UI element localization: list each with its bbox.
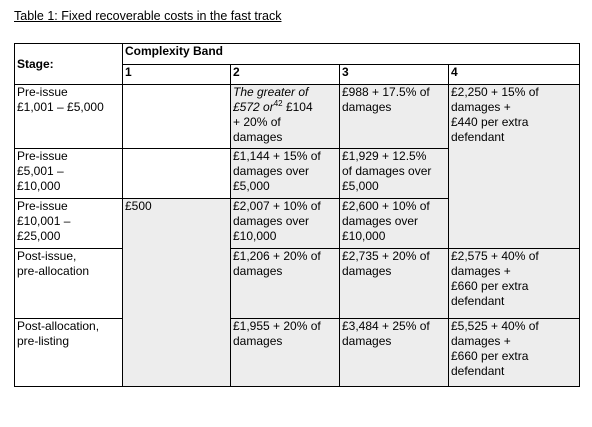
cost-line: damages over <box>342 214 419 228</box>
cost-line: damages over <box>233 214 310 228</box>
stage-line: Pre-issue <box>17 149 68 163</box>
cost-line: of damages over <box>342 164 432 178</box>
stage-line: £1,001 – £5,000 <box>17 100 104 114</box>
stage-line: pre-allocation <box>17 264 90 278</box>
cost-line: £5,000 <box>233 179 270 193</box>
band-4-cell <box>449 249 580 319</box>
cost-fragment: £104 <box>282 100 313 114</box>
stage-header: Stage: <box>15 44 123 85</box>
cost-line: defendant <box>451 130 505 144</box>
cost-line: £660 per extra <box>451 349 529 363</box>
cost-line: £660 per extra <box>451 279 529 293</box>
band-2-cell <box>231 199 340 249</box>
stage-line: £10,000 <box>17 179 61 193</box>
cost-line: £5,000 <box>342 179 379 193</box>
stage-line: £10,001 – <box>17 214 71 228</box>
cost-line: defendant <box>451 364 505 378</box>
stage-cell-pre-issue-small <box>15 85 123 149</box>
cost-line: damages + <box>451 100 511 114</box>
band-1-cell: £500 <box>123 199 231 387</box>
cost-line: damages + <box>451 334 511 348</box>
stage-line: pre-listing <box>17 334 70 348</box>
cost-line: £2,250 + 15% of <box>451 85 539 99</box>
band-3-cell <box>340 249 449 319</box>
stage-line: Post-issue, <box>17 249 77 263</box>
band-4-cell <box>449 319 580 387</box>
cost-line: + 20% of <box>233 115 281 129</box>
stage-cell-post-allocation <box>15 319 123 387</box>
cost-line: £440 per extra <box>451 115 529 129</box>
band-2-cell <box>231 249 340 319</box>
footnote-ref: 42 <box>273 99 283 108</box>
cost-line: £1,955 + 20% of <box>233 319 321 333</box>
cost-line: The greater of <box>233 85 309 99</box>
cost-line <box>233 100 337 115</box>
stage-line: Pre-issue <box>17 199 68 213</box>
band-1-header: 1 <box>123 65 231 85</box>
band-2-cell <box>231 149 340 199</box>
stage-cell-pre-issue-mid <box>15 149 123 199</box>
cost-line: £1,206 + 20% of <box>233 249 321 263</box>
band-4-cell <box>449 85 580 249</box>
stage-line: Pre-issue <box>17 85 68 99</box>
stage-line: £5,001 – <box>17 164 64 178</box>
stage-line: £25,000 <box>17 229 61 243</box>
cost-line: £2,735 + 20% of <box>342 249 430 263</box>
cost-line: damages <box>233 334 283 348</box>
band-1-cell <box>123 85 231 149</box>
cost-line: £10,000 <box>233 229 277 243</box>
cost-line: £2,007 + 10% of <box>233 199 321 213</box>
table-title: Table 1: Fixed recoverable costs in the fast track <box>14 9 282 23</box>
cost-line: damages <box>233 130 283 144</box>
cost-line: damages over <box>233 164 310 178</box>
cost-line: defendant <box>451 294 505 308</box>
band-3-cell <box>340 85 449 149</box>
cost-line: damages <box>233 264 283 278</box>
cost-line: £1,144 + 15% of <box>233 149 321 163</box>
band-2-cell <box>231 319 340 387</box>
cost-fragment: £572 or <box>233 100 274 114</box>
cost-line: £2,575 + 40% of <box>451 249 539 263</box>
band-3-cell <box>340 319 449 387</box>
cost-line: £3,484 + 25% of <box>342 319 430 333</box>
cost-line: £5,525 + 40% of <box>451 319 539 333</box>
complexity-band-header: Complexity Band <box>123 44 580 65</box>
stage-cell-post-issue <box>15 249 123 319</box>
band-4-header: 4 <box>449 65 580 85</box>
cost-line: damages <box>342 264 392 278</box>
cost-line: £988 + 17.5% of <box>342 85 430 99</box>
cost-line: damages + <box>451 264 511 278</box>
cost-line: £2,600 + 10% of <box>342 199 430 213</box>
band-1-cell <box>123 149 231 199</box>
fixed-costs-table <box>14 43 580 387</box>
stage-line: Post-allocation, <box>17 319 100 333</box>
cost-line: damages <box>342 100 392 114</box>
band-3-header: 3 <box>340 65 449 85</box>
cost-line: damages <box>342 334 392 348</box>
band-2-header: 2 <box>231 65 340 85</box>
stage-cell-pre-issue-large <box>15 199 123 249</box>
band-2-cell <box>231 85 340 149</box>
band-3-cell <box>340 199 449 249</box>
cost-line: £10,000 <box>342 229 386 243</box>
cost-line: £1,929 + 12.5% <box>342 149 427 163</box>
band-3-cell <box>340 149 449 199</box>
